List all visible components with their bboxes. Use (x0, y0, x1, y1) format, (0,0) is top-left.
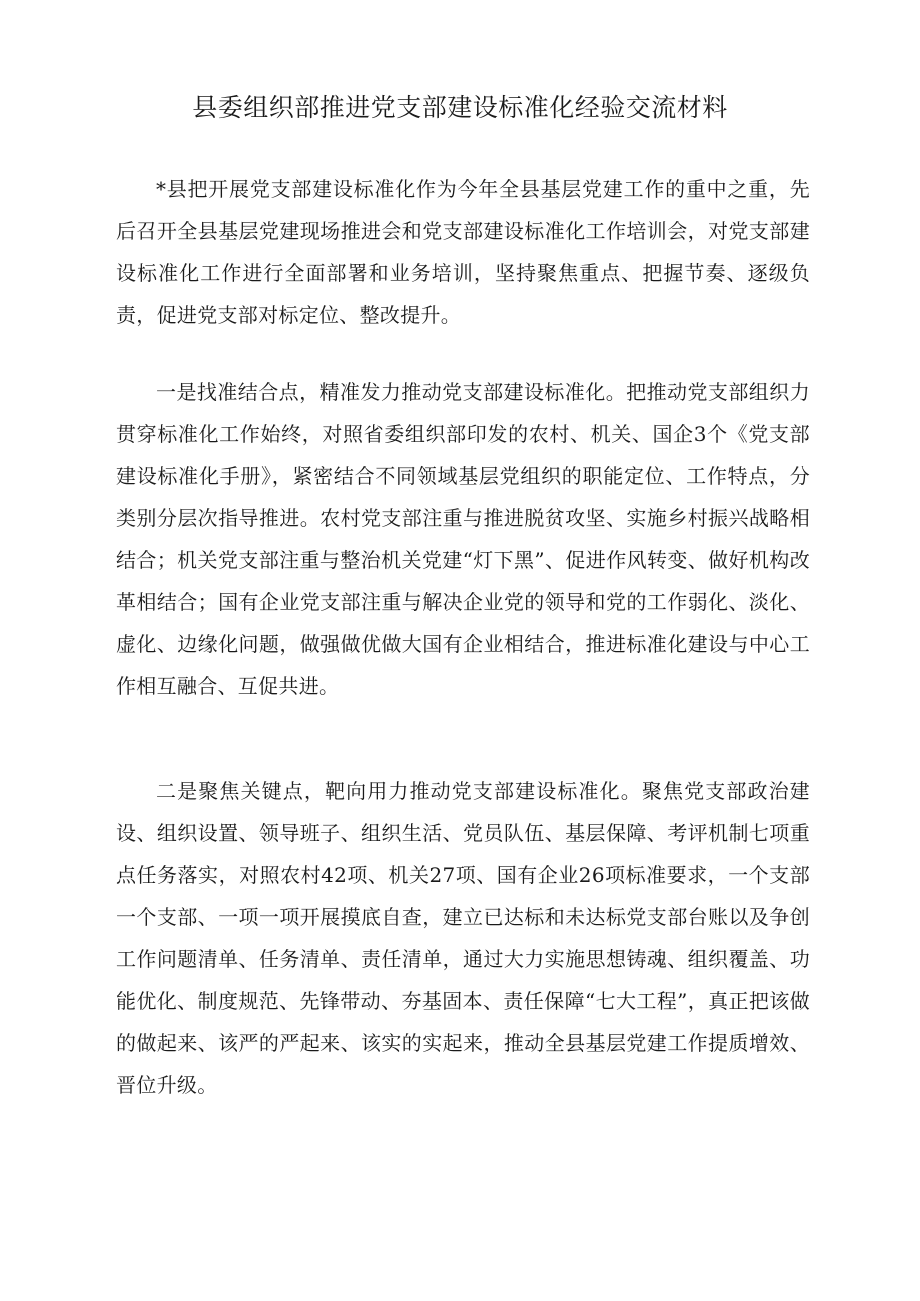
paragraph-point-two: 二是聚焦关键点，靶向用力推动党支部建设标准化。聚焦党支部政治建设、组织设置、领导班子、组织生活、党员队伍、基层保障、考评机制七项重点任务落实，对照农村42项、机关27项、国有企业26项标准要求，一个支部一个支部、一项一项开展摸底自查，建立已达标和未达标党支部台账以及争创工作问题清单、任务清单、责任清单，通过大力实施思想铸魂、组织覆盖、功能优化、制度规范、先锋带动、夯基固本、责任保障“七大工程”，真正把该做的做起来、该严的严起来、该实的实起来，推动全县基层党建工作提质增效、晋位升级。 (116, 779, 810, 1097)
paragraph-point-one: 一是找准结合点，精准发力推动党支部建设标准化。把推动党支部组织力贯穿标准化工作始终，对照省委组织部印发的农村、机关、国企3个《党支部建设标准化手册》，紧密结合不同领域基层党组织的职能定位、工作特点，分类别分层次指导推进。农村党支部注重与推进脱贫攻坚、实施乡村振兴战略相结合；机关党支部注重与整治机关党建“灯下黑”、促进作风转变、做好机构改革相结合；国有企业党支部注重与解决企业党的领导和党的工作弱化、淡化、虚化、边缘化问题，做强做优做大国有企业相结合，推进标准化建设与中心工作相互融合、互促共进。 (116, 380, 810, 698)
paragraph-intro: *县把开展党支部建设标准化作为今年全县基层党建工作的重中之重，先后召开全县基层党建现场推进会和党支部建设标准化工作培训会，对党支部建设标准化工作进行全面部署和业务培训，坚持聚焦重点、把握节奏、逐级负责，促进党支部对标定位、整改提升。 (116, 177, 810, 327)
document-title: 县委组织部推进党支部建设标准化经验交流材料 (192, 93, 728, 122)
